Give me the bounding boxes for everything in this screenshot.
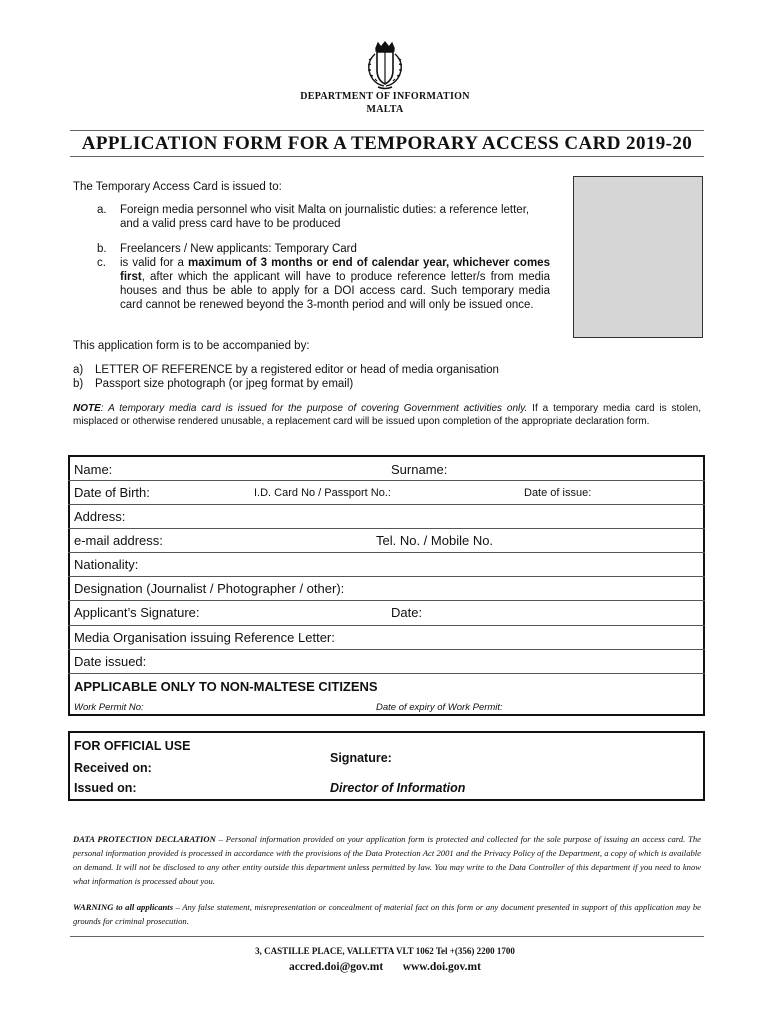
- footer-contact: [0, 961, 770, 973]
- surname-field[interactable]: Surname:: [391, 462, 448, 477]
- form-divider: [68, 576, 705, 577]
- form-divider: [68, 625, 705, 626]
- warning-text: – Any false statement, misrepresentation or concealment of material fact on this form or any document presented in support of this application may be grounds for criminal prosecution.: [73, 902, 702, 926]
- note-paragraph: [73, 403, 701, 428]
- id-card-field[interactable]: I.D. Card No / Passport No.:: [254, 487, 391, 499]
- list-item-text: [120, 256, 550, 312]
- official-use-heading: FOR OFFICIAL USE: [74, 739, 191, 753]
- issued-to-list: [97, 203, 550, 312]
- accompanied-lead: This application form is to be accompanied by:: [73, 340, 310, 352]
- form-divider: [68, 552, 705, 553]
- title-rule-top: [70, 130, 704, 131]
- received-on-field[interactable]: Received on:: [74, 761, 152, 775]
- list-item: [73, 363, 573, 377]
- note-italic-text: : A temporary media card is issued for the purpose of covering Government activities only.: [100, 403, 528, 414]
- list-item-label: a.: [97, 204, 107, 216]
- phone-field[interactable]: Tel. No. / Mobile No.: [376, 533, 494, 548]
- list-item: [97, 256, 550, 312]
- date-issued-field[interactable]: Date issued:: [74, 654, 147, 669]
- list-item: [97, 203, 550, 231]
- list-item-label: b.: [97, 243, 107, 255]
- name-field[interactable]: Name:: [74, 462, 113, 477]
- warning-label: WARNING to all applicants: [73, 902, 174, 912]
- applicant-signature-field[interactable]: Applicant’s Signature:: [74, 605, 200, 620]
- note-text: If a temporary media card is stolen, misplaced or otherwise rendered unusable, a replacement card will be issued upon completion of the appropriate declaration form.: [73, 403, 701, 427]
- non-maltese-heading: APPLICABLE ONLY TO NON-MALTESE CITIZENS: [74, 679, 378, 694]
- title-rule-bottom: [70, 156, 704, 157]
- data-protection-text: – Personal information provided on your application form is protected and collected for the sole purpose of issuing an access card. The personal information provided is processed in accordance with the provisions of the Data Protection Act 2001 and the Privacy Policy of the Department, a copy of which is available on demand. It will not be disclosed to any other entity outside this department unless permitted by law. You may write to the Data Controller of this department if you need to know what information is processed about you.: [73, 834, 701, 886]
- department-country: MALTA: [366, 104, 404, 115]
- form-divider: [68, 504, 705, 505]
- media-organisation-field[interactable]: Media Organisation issuing Reference Letter:: [74, 630, 335, 645]
- intro-lead: The Temporary Access Card is issued to:: [73, 181, 282, 193]
- work-permit-field[interactable]: Work Permit No:: [74, 702, 144, 713]
- footer-rule: [70, 936, 704, 937]
- form-divider: [68, 480, 705, 481]
- list-item-text: Passport size photograph (or jpeg format by email): [95, 378, 354, 390]
- designation-field[interactable]: Designation (Journalist / Photographer / other):: [74, 581, 345, 596]
- note-label: NOTE: [73, 403, 101, 414]
- form-divider: [68, 673, 705, 674]
- issued-on-field[interactable]: Issued on:: [74, 781, 137, 795]
- list-item-label: c.: [97, 257, 106, 269]
- page-title: APPLICATION FORM FOR A TEMPORARY ACCESS CARD 2019-20: [81, 133, 693, 154]
- form-divider: [68, 649, 705, 650]
- list-item-text: LETTER OF REFERENCE by a registered editor or head of media organisation: [95, 364, 499, 376]
- department-name: DEPARTMENT OF INFORMATION: [300, 91, 470, 102]
- footer-address: 3, CASTILLE PLACE, VALLETTA VLT 1062 Tel +(356) 2200 1700: [255, 946, 515, 956]
- address-field[interactable]: Address:: [74, 509, 126, 524]
- list-item-label: b): [73, 378, 84, 390]
- official-signature-field[interactable]: Signature:: [330, 751, 392, 765]
- data-protection-label: DATA PROTECTION DECLARATION: [73, 834, 216, 844]
- director-label: Director of Information: [330, 781, 466, 795]
- nationality-field[interactable]: Nationality:: [74, 557, 139, 572]
- dob-field[interactable]: Date of Birth:: [74, 485, 150, 500]
- photo-placeholder[interactable]: [573, 176, 703, 338]
- coat-of-arms-logo: [362, 40, 408, 90]
- form-divider: [68, 528, 705, 529]
- email-field[interactable]: e-mail address:: [74, 533, 163, 548]
- form-divider: [68, 600, 705, 601]
- work-permit-expiry-field[interactable]: Date of expiry of Work Permit:: [376, 702, 503, 713]
- list-item: [97, 242, 550, 256]
- footer-website-link[interactable]: www.doi.gov.mt: [402, 961, 481, 973]
- footer-email-link[interactable]: accred.doi@gov.mt: [289, 961, 384, 973]
- list-item-label: a): [73, 364, 84, 376]
- warning-declaration: [73, 900, 701, 928]
- data-protection-declaration: [73, 832, 701, 888]
- date-field[interactable]: Date:: [391, 605, 423, 620]
- list-item-text: Foreign media personnel who visit Malta on journalistic duties: a reference letter, and a valid press card have to be produced: [120, 204, 530, 230]
- validity-text-post: , after which the applicant will have to produce reference letter/s from media houses and thus be able to apply for a DOI access card. Such temporary media card cannot be renewed beyond the 3-month period and will only be issued once.: [120, 271, 550, 311]
- accompanied-list: [73, 363, 573, 391]
- validity-text-bold: maximum of 3 months or end of calendar year, whichever comes first: [120, 257, 550, 283]
- validity-text-pre: is valid for a: [120, 257, 188, 269]
- list-item-text: Freelancers / New applicants: Temporary Card: [120, 243, 357, 255]
- date-of-issue-field[interactable]: Date of issue:: [524, 487, 592, 499]
- list-item: [73, 377, 573, 391]
